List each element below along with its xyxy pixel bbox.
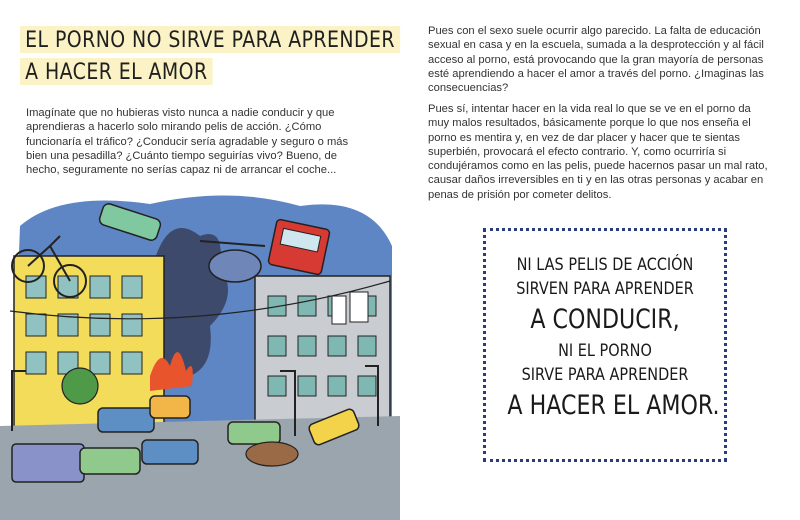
quote-line-2: SIRVEN PARA APRENDER <box>516 279 694 299</box>
quote-line-3: A CONDUCIR, <box>530 304 680 335</box>
quote-line-5: SIRVE PARA APRENDER <box>521 365 689 385</box>
dog <box>246 442 298 466</box>
paragraph-reality: Pues sí, intentar hacer en la vida real lo que se ve en el porno da muy malos resultados, básicamente porque lo que nos enseña el porno es mentira y, en vez de dar placer y hacer que te sientas superbién, provocará el efecto contrario. Y, como ocurriría si condujéramos como en las pelis, puede hacernos pasar un mal rato, causar daños irreversibles en ti y en las otras personas y acabar en penas de prisión por cometer delitos. <box>428 103 768 201</box>
quote-line-6: A HACER EL AMOR. <box>507 390 720 421</box>
intro-paragraph: Imagínate que no hubieras visto nunca a nadie conducir y que aprendieras a hacerlo solo mirando pelis de acción. ¿Cómo funcionaría el tráfico? ¿Conducir sería agradable y seguro o más bien una pesadilla? ¿Cuánto tiempo seguirías vivo? Bueno, de hecho, seguramente no serías capaz ni de arrancar el coche... <box>26 107 349 177</box>
page-title-line-1: EL PORNO NO SIRVE PARA APRENDER <box>20 26 400 53</box>
traffic-chaos-illustration <box>0 186 400 520</box>
quote-line-4: NI EL PORNO <box>558 341 652 361</box>
paragraph-consequences: Pues con el sexo suele ocurrir algo parecido. La falta de educación sexual en casa y en la escuela, sumada a la desprotección y al fácil acceso al porno, está provocando que la gran mayoría de personas esté aprendiendo a hacer el amor a través del porno. ¿Imaginas las consecuencias? <box>428 25 764 95</box>
quote-line-1: NI LAS PELIS DE ACCIÓN <box>516 255 694 275</box>
tree <box>62 368 98 404</box>
page-title-line-2: A HACER EL AMOR <box>20 58 213 85</box>
laundry <box>332 292 368 324</box>
pull-quote-box <box>483 228 727 462</box>
